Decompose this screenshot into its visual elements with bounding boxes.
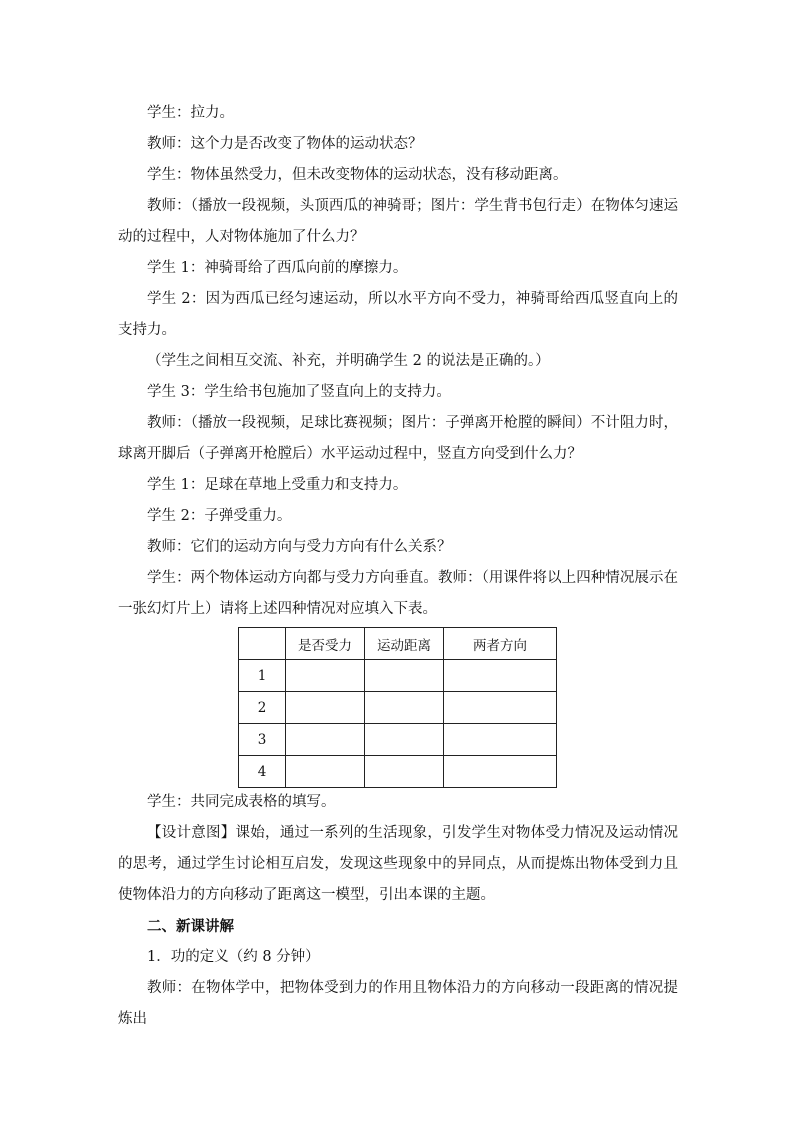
paragraph-student-pull: 学生：拉力。 — [147, 105, 234, 121]
table-cell — [444, 724, 557, 756]
paragraph-student-complete-table: 学生：共同完成表格的填写。 — [147, 794, 336, 810]
table-row — [239, 660, 557, 692]
table-header-row — [239, 628, 557, 660]
paragraph-teacher-question: 教师：这个力是否改变了物体的运动状态？ — [147, 136, 423, 152]
table-header-cell — [239, 628, 286, 660]
table-cell — [286, 724, 365, 756]
table-cell — [286, 692, 365, 724]
table-header-cell: 是否受力 — [286, 628, 365, 660]
paragraph-student-1-friction: 学生 1：神骑哥给了西瓜向前的摩擦力。 — [147, 260, 408, 276]
paragraph-definition-intro: 教师：在物体学中，把物体受到力的作用且物体沿力的方向移动一段距离的情况提炼出 — [118, 980, 678, 1027]
paragraph-teacher-video-2: 教师：（播放一段视频，足球比赛视频；图片：子弹离开枪膛的瞬间）不计阻力时，球离开脚后（子弹离开枪膛后）水平运动过程中，竖直方向受到什么力？ — [118, 415, 678, 462]
paragraph-student-2-bullet: 学生 2：子弹受重力。 — [147, 508, 292, 524]
paragraph-student-3-backpack: 学生 3：学生给书包施加了竖直向上的支持力。 — [147, 384, 451, 400]
table-header-cell: 运动距离 — [365, 628, 444, 660]
table-cell-index: 2 — [239, 692, 286, 724]
paragraph-student-1-football: 学生 1：足球在草地上受重力和支持力。 — [147, 477, 408, 493]
table-row — [239, 692, 557, 724]
table-row — [239, 756, 557, 788]
table-header-cell: 两者方向 — [444, 628, 557, 660]
table-cell — [286, 660, 365, 692]
table-cell — [444, 660, 557, 692]
table-cell-index: 1 — [239, 660, 286, 692]
table-cell-index: 4 — [239, 756, 286, 788]
paragraph-student-2-support: 学生 2：因为西瓜已经匀速运动，所以水平方向不受力，神骑哥给西瓜竖直向上的支持力。 — [118, 291, 678, 338]
table-cell — [365, 692, 444, 724]
paragraph-teacher-video-1: 教师：（播放一段视频，头顶西瓜的神骑哥；图片：学生背书包行走）在物体匀速运动的过程中，人对物体施加了什么力？ — [118, 198, 678, 245]
table-cell — [286, 756, 365, 788]
paragraph-student-answer: 学生：物体虽然受力，但未改变物体的运动状态，没有移动距离。 — [147, 167, 568, 183]
table-cell — [365, 724, 444, 756]
table-cell — [444, 692, 557, 724]
table-cell-index: 3 — [239, 724, 286, 756]
table-row — [239, 724, 557, 756]
table-cell — [365, 756, 444, 788]
paragraph-teacher-relation: 教师：它们的运动方向与受力方向有什么关系？ — [147, 539, 452, 555]
force-distance-table — [238, 627, 557, 788]
subsection-heading: 1．功的定义（约 8 分钟） — [147, 949, 320, 965]
paragraph-design-intent: 【设计意图】课始，通过一系列的生活现象，引发学生对物体受力情况及运动情况的思考，通过学生讨论相互启发，发现这些现象中的异同点，从而提炼出物体受到力且使物体沿力的方向移动了距离这一模型，引出本课的主题。 — [118, 825, 678, 903]
table-cell — [365, 660, 444, 692]
paragraph-discussion-note: （学生之间相互交流、补充，并明确学生 2 的说法是正确的。） — [147, 353, 550, 369]
table-cell — [444, 756, 557, 788]
section-heading: 二、新课讲解 — [147, 918, 234, 935]
paragraph-student-perpendicular: 学生：两个物体运动方向都与受力方向垂直。教师：（用课件将以上四种情况展示在一张幻灯片上）请将上述四种情况对应填入下表。 — [118, 570, 678, 617]
